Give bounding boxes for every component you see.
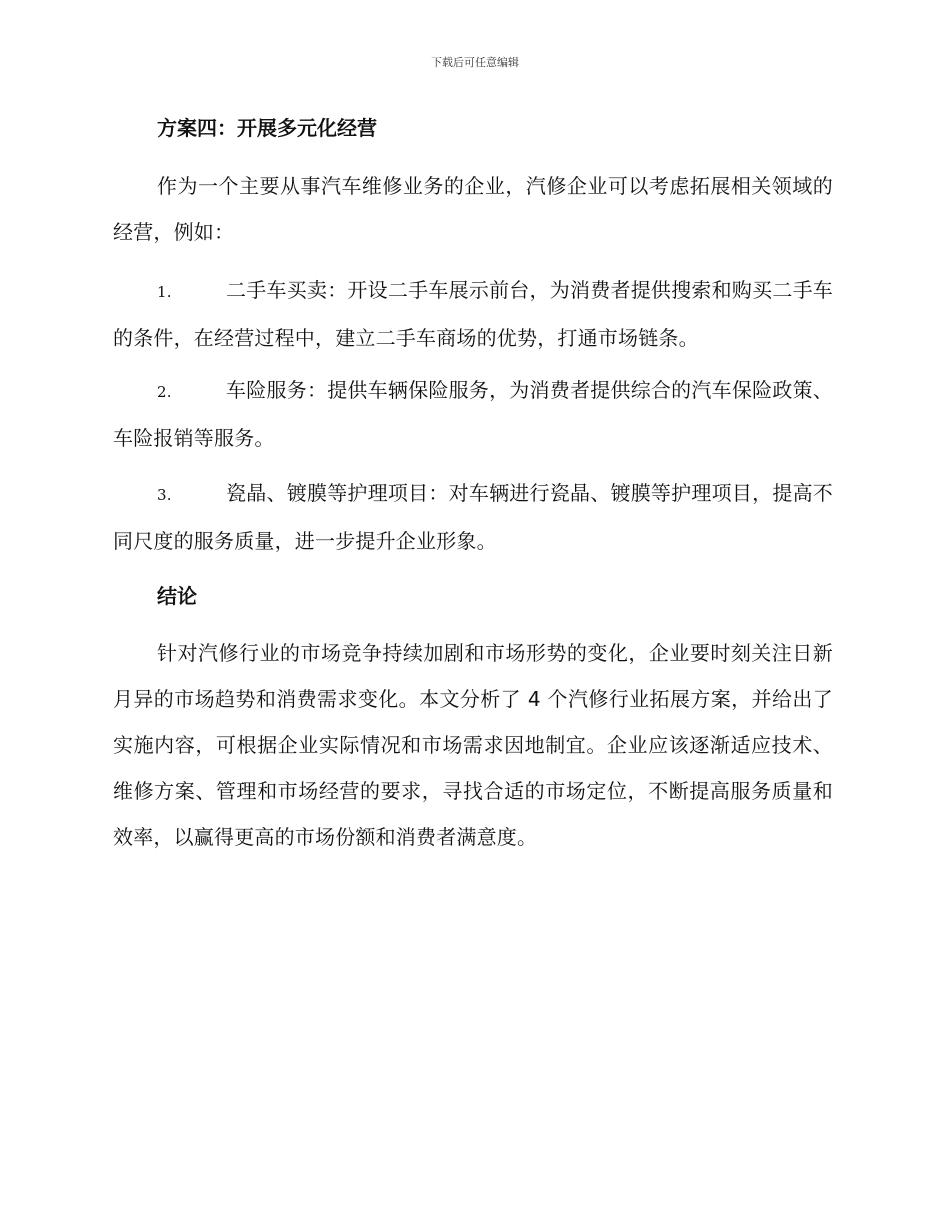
conclusion-paragraph: 针对汽修行业的市场竞争持续加剧和市场形势的变化，企业要时刻关注日新月异的市场趋势和消费需求变化。本文分析了 4 个汽修行业拓展方案，并给出了实施内容，可根据企业实际情况和市场需求因地制宜。企业应该逐渐适应技术、维修方案、管理和市场经营的要求，寻找合适的市场定位，不断提高服务质量和效率，以赢得更高的市场份额和消费者满意度。 — [113, 641, 833, 849]
section-heading-plan-four: 方案四：开展多元化经营 — [157, 116, 377, 140]
list-item-text: 车险服务：提供车辆保险服务，为消费者提供综合的汽车保险政策、车险报销等服务。 — [113, 378, 833, 450]
section-heading-conclusion: 结论 — [157, 584, 197, 608]
list-item-number: 2. — [157, 383, 172, 401]
list-item — [113, 367, 833, 461]
list-item-number: 3. — [157, 486, 172, 504]
section-intro-paragraph: 作为一个主要从事汽车维修业务的企业，汽修企业可以考虑拓展相关领域的经营，例如： — [113, 174, 833, 244]
list-item-number: 1. — [157, 283, 172, 301]
list-item — [113, 267, 833, 361]
page-header-note: 下载后可任意编辑 — [431, 56, 519, 69]
list-item-text: 二手车买卖：开设二手车展示前台，为消费者提供搜索和购买二手车的条件，在经营过程中，建立二手车商场的优势，打通市场链条。 — [113, 278, 833, 350]
list-item — [113, 470, 833, 564]
list-item-text: 瓷晶、镀膜等护理项目：对车辆进行瓷晶、镀膜等护理项目，提高不同尺度的服务质量，进一步提升企业形象。 — [113, 481, 833, 553]
